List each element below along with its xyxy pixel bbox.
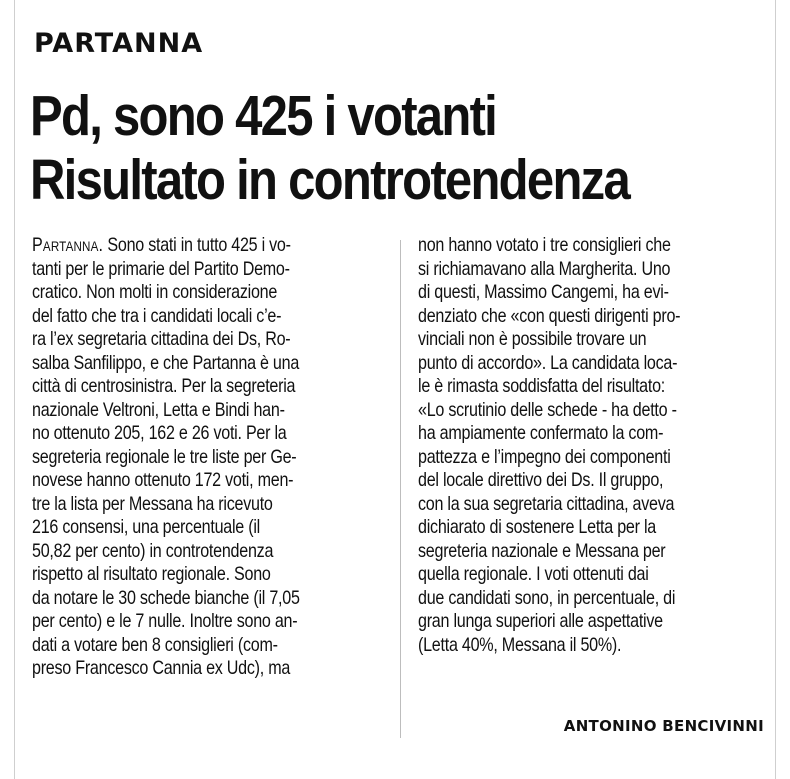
article-line-text: preso Francesco Cannia ex Udc), ma xyxy=(32,657,291,679)
article-line-text: da notare le 30 schede bianche (il 7,05 xyxy=(32,586,300,609)
article-line-text: del fatto che tra i candidati locali c’e- xyxy=(32,304,282,327)
article-line: pattezza e l’impegno dei componenti xyxy=(418,445,671,468)
column-divider xyxy=(400,240,401,738)
article-line-text: città di centrosinistra. Per la segreteria xyxy=(32,375,296,397)
headline-line-2: Risultato in controtendenza xyxy=(30,148,630,212)
article-line: del locale direttivo dei Ds. Il gruppo, xyxy=(418,469,664,491)
article-line: si richiamavano alla Margherita. Uno xyxy=(418,257,671,280)
article-line-text: ra l’ex segretaria cittadina dei Ds, Ro- xyxy=(32,328,291,350)
article-line xyxy=(32,375,326,399)
article-line xyxy=(32,610,326,634)
article-line-text: per cento) e le 7 nulle. Inoltre sono an- xyxy=(32,610,298,632)
article-line xyxy=(32,446,326,470)
article-line: ha ampiamente confermato la com- xyxy=(418,422,664,444)
article-line xyxy=(32,563,326,587)
article-line-text: segreteria regionale le tre liste per Ge- xyxy=(32,445,297,468)
article-line-text: nazionale Veltroni, Letta e Bindi han- xyxy=(32,398,285,421)
article-line: «Lo scrutinio delle schede - ha detto - xyxy=(418,398,677,421)
article-line xyxy=(32,258,326,282)
headline-line-1: Pd, sono 425 i votanti xyxy=(30,84,497,148)
article-column-left xyxy=(32,234,386,681)
article-line xyxy=(32,352,326,376)
article-line: denziato che «con questi dirigenti pro- xyxy=(418,304,681,327)
article-line: punto di accordo». La candidata loca- xyxy=(418,351,678,374)
article-line xyxy=(32,587,326,611)
article-line: vinciali non è possibile trovare un xyxy=(418,328,647,350)
article-line xyxy=(32,422,326,446)
article-line-text: tre la lista per Messana ha ricevuto xyxy=(32,492,273,515)
article-line: di questi, Massimo Cangemi, ha evi- xyxy=(418,281,669,303)
article-line-text: 216 consensi, una percentuale (il xyxy=(32,516,260,538)
article-line: (Letta 40%, Messana il 50%). xyxy=(418,633,622,656)
article-line xyxy=(32,634,326,658)
article-line xyxy=(32,281,326,305)
article-line-text: tanti per le primarie del Partito Demo- xyxy=(32,257,290,280)
headline xyxy=(30,84,666,212)
article-line-text: rispetto al risultato regionale. Sono xyxy=(32,563,271,585)
article-line xyxy=(32,305,326,329)
kicker-location: PARTANNA xyxy=(34,28,204,59)
dateline: Partanna. xyxy=(32,234,104,256)
article-line: le è rimasta soddisfatta del risultato: xyxy=(418,375,666,397)
article-line xyxy=(32,516,326,540)
article-line-text: no ottenuto 205, 162 e 26 voti. Per la xyxy=(32,422,287,444)
page-frame-left xyxy=(14,0,15,779)
article-line xyxy=(32,657,326,681)
article-line: gran lunga superiori alle aspettative xyxy=(418,610,663,632)
article-line xyxy=(32,234,326,258)
article-line xyxy=(32,399,326,423)
article-line xyxy=(32,540,326,564)
article-column-right xyxy=(418,234,770,657)
article-line xyxy=(32,493,326,517)
article-line: quella regionale. I voti ottenuti dai xyxy=(418,563,649,585)
page-frame-right xyxy=(775,0,776,779)
article-line-text: salba Sanfilippo, e che Partanna è una xyxy=(32,351,300,374)
article-line: dichiarato di sostenere Letta per la xyxy=(418,516,656,538)
article-line xyxy=(32,328,326,352)
article-line xyxy=(32,469,326,493)
article-line-text: Sono stati in tutto 425 i vo- xyxy=(107,234,291,256)
article-line-text: novese hanno ottenuto 172 voti, men- xyxy=(32,469,294,491)
article-line-text: 50,82 per cento) in controtendenza xyxy=(32,539,274,562)
author-byline: ANTONINO BENCIVINNI xyxy=(563,717,764,735)
article-line: due candidati sono, in percentuale, di xyxy=(418,586,676,609)
article-line: segreteria nazionale e Messana per xyxy=(418,539,666,562)
article-line: non hanno votato i tre consiglieri che xyxy=(418,234,671,256)
article-line-text: cratico. Non molti in considerazione xyxy=(32,281,278,303)
article-line: con la sua segretaria cittadina, aveva xyxy=(418,492,675,515)
article-line-text: dati a votare ben 8 consiglieri (com- xyxy=(32,633,278,656)
